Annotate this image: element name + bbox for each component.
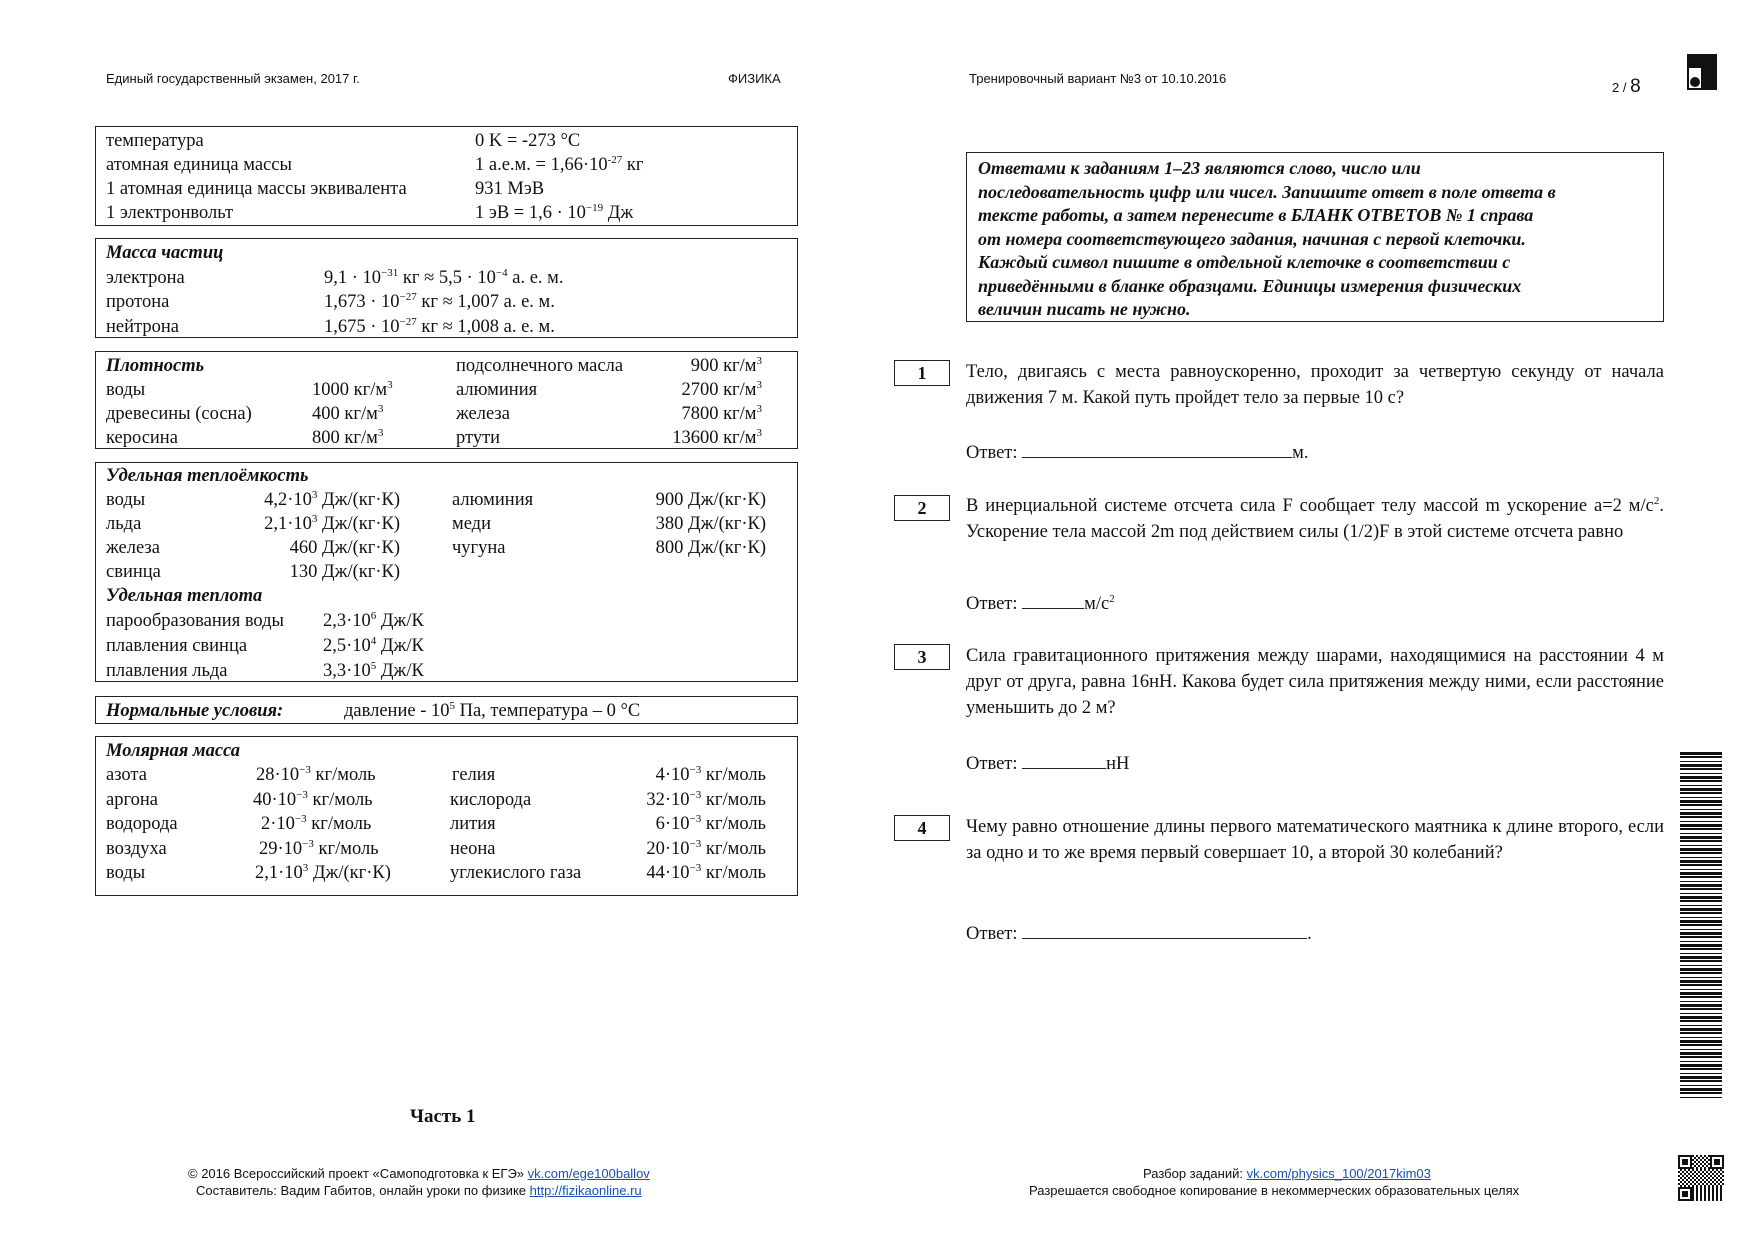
particle-mass: $1,673 \cdot 10^{-27}$ кг ≈ 1,007 а. е. м.: [324, 290, 555, 312]
const-value: 1 а.е.м. = $1,66\cdot 10^{-27}$ кг: [475, 153, 644, 175]
const-name: атомная единица массы: [106, 155, 292, 175]
barcode-icon: [1680, 752, 1722, 1100]
particle-name: нейтрона: [106, 317, 179, 337]
molar-name: воздуха: [106, 839, 167, 859]
molar-name: неона: [450, 839, 496, 859]
question-text-3: Сила гравитационного притяжения между шарами, находящимися на расстоянии 4 м друг от друга, равна 16нН. Какова будет сила притяжения между ними, если расстояние уменьшить до 2 м?: [966, 646, 1664, 718]
variant-info: Тренировочный вариант №3 от 10.10.2016: [969, 71, 1227, 86]
molar-name: водорода: [106, 814, 178, 834]
molar-name: воды: [106, 863, 146, 883]
exam-title: Единый государственный экзамен, 2017 г.: [106, 71, 360, 86]
section-title: Удельная теплота: [106, 586, 263, 606]
molar-value: $6\cdot 10^{-3}$ кг/моль: [655, 812, 766, 834]
const-value: 0 K = -273 °С: [475, 131, 581, 151]
density-value: 1000 $кг/м^3$: [312, 378, 393, 400]
molar-name: азота: [106, 765, 147, 785]
density-value: 400 $кг/м^3$: [312, 402, 384, 424]
density-value: 800 $кг/м^3$: [312, 426, 384, 448]
section-title: Молярная масса: [106, 741, 241, 761]
answer-field-1[interactable]: Ответ: м.: [966, 443, 1309, 463]
molar-name: гелия: [452, 765, 496, 785]
answer-field-3[interactable]: Ответ: нН: [966, 754, 1130, 774]
heat-name: алюминия: [452, 490, 534, 510]
const-value: 1 эВ = $1,6 \cdot 10^{-19}$ Дж: [475, 201, 634, 223]
question-number-3: 3: [894, 644, 950, 670]
question-number-2: 2: [894, 495, 950, 521]
particle-mass: $1,675 \cdot 10^{-27}$ кг ≈ 1,008 а. е. м.: [324, 315, 555, 337]
heat-name: плавления свинца: [106, 636, 248, 656]
heat-value: 900 Дж/(кг·К): [655, 490, 766, 510]
density-name: воды: [106, 380, 146, 400]
part-label: Часть 1: [410, 1106, 476, 1127]
heat-value: 130 Дж/(кг·К): [289, 562, 400, 582]
section-title: Масса частиц: [106, 243, 224, 263]
molar-value: $44\cdot 10^{-3}$ кг/моль: [646, 861, 766, 883]
heat-value: 460 Дж/(кг·К): [289, 538, 400, 558]
density-value: 13600 $кг/м^3$: [672, 426, 762, 448]
footer-license: Разрешается свободное копирование в некоммерческих образовательных целях: [1029, 1183, 1520, 1198]
density-name: ртути: [456, 428, 501, 448]
footer-copyright-link[interactable]: vk.com/ege100ballov: [527, 1166, 650, 1181]
heat-value: $2,3\cdot 10^6$ Дж/К: [323, 609, 424, 631]
question-number-4: 4: [894, 815, 950, 841]
heat-value: $2,5\cdot 10^4$ Дж/К: [323, 634, 424, 656]
heat-name: свинца: [106, 562, 161, 582]
section-title: Удельная теплоёмкость: [106, 466, 309, 486]
heat-name: меди: [452, 514, 491, 534]
heat-name: чугуна: [452, 538, 506, 558]
density-value: 7800 $кг/м^3$: [681, 402, 762, 424]
molar-value: $28\cdot 10^{-3}$ кг/моль: [256, 763, 376, 785]
question-text-2: В инерциальной системе отсчета сила F сообщает телу массой m ускорение a=2 $м/с^2$. Ускорение тела массой 2m под действием силы (1/2)F в этой системе отсчета равно: [966, 494, 1664, 542]
corner-marker-icon: [1687, 54, 1719, 90]
density-value: 2700 $кг/м^3$: [681, 378, 762, 400]
footer-author: Составитель: Вадим Габитов, онлайн уроки по физике http://fizikaonline.ru: [196, 1183, 642, 1198]
heat-name: железа: [106, 538, 160, 558]
answer-field-2[interactable]: Ответ: $м/с^2$: [966, 592, 1115, 614]
footer-copyright: © 2016 Всероссийский проект «Самоподготовка к ЕГЭ» vk.com/ege100ballov: [188, 1166, 650, 1181]
heat-value: 800 Дж/(кг·К): [655, 538, 766, 558]
molar-value: $4\cdot 10^{-3}$ кг/моль: [655, 763, 766, 785]
heat-name: воды: [106, 490, 146, 510]
const-name: температура: [106, 131, 204, 151]
particle-name: электрона: [106, 268, 185, 288]
question-number-1: 1: [894, 360, 950, 386]
molar-value: $2,1\cdot 10^3$ Дж/(кг·К): [255, 861, 391, 883]
footer-author-link[interactable]: http://fizikaonline.ru: [529, 1183, 642, 1198]
molar-value: $29\cdot 10^{-3}$ кг/моль: [259, 837, 379, 859]
density-name: керосина: [106, 428, 178, 448]
molar-name: аргона: [106, 790, 158, 810]
density-name: алюминия: [456, 380, 538, 400]
answer-field-4[interactable]: Ответ: .: [966, 924, 1312, 944]
density-name: подсолнечного масла: [456, 356, 624, 376]
heat-name: парообразования воды: [106, 611, 284, 631]
heat-value: $4,2\cdot 10^3$ Дж/(кг·К): [264, 488, 400, 510]
section-title: Плотность: [106, 356, 205, 376]
instructions-text: Ответами к заданиям 1–23 являются слово, число или последовательность цифр или чисел. Запишите ответ в поле ответа в тексте работы, а затем перенесите в БЛАНК ОТВЕТОВ № 1 справа от номера соответствующего задания, начиная с первой клеточки. Каждый символ пишите в отдельной клеточке в соответствии с приведёнными в бланке образцами. Единицы измерения физических величин писать не нужно.: [978, 158, 1556, 319]
page-number: 2 / 8: [1612, 76, 1641, 97]
heat-value: $2,1\cdot 10^3$ Дж/(кг·К): [264, 512, 400, 534]
section-title: Нормальные условия:: [106, 701, 284, 721]
density-value: 900 $кг/м^3$: [690, 354, 762, 376]
const-value: 931 МэВ: [475, 179, 545, 199]
molar-name: углекислого газа: [450, 863, 582, 883]
footer-analysis-link[interactable]: vk.com/physics_100/2017kim03: [1246, 1166, 1431, 1181]
qr-code-icon: [1678, 1155, 1724, 1201]
particle-mass: $9,1 \cdot 10^{-31}$ кг ≈ $5,5 \cdot 10^{-4}$ а. е. м.: [324, 266, 564, 288]
molar-name: лития: [450, 814, 496, 834]
molar-value: $20\cdot 10^{-3}$ кг/моль: [646, 837, 766, 859]
const-name: 1 электронвольт: [106, 203, 234, 223]
density-name: железа: [456, 404, 510, 424]
question-text-4: Чему равно отношение длины первого математического маятника к длине второго, если за одно и то же время первый совершает 10, а второй 30 колебаний?: [966, 817, 1664, 863]
molar-name: кислорода: [450, 790, 532, 810]
heat-name: плавления льда: [106, 661, 228, 681]
heat-name: льда: [106, 514, 142, 534]
molar-value: $40\cdot 10^{-3}$ кг/моль: [253, 788, 373, 810]
heat-value: 380 Дж/(кг·К): [655, 514, 766, 534]
normal-conditions-text: давление - $10^5$ Па, температура – 0 °С: [344, 699, 641, 721]
subject: ФИЗИКА: [728, 71, 781, 86]
density-name: древесины (сосна): [106, 404, 252, 424]
const-name: 1 атомная единица массы эквивалента: [106, 179, 407, 199]
particle-name: протона: [106, 292, 170, 312]
question-text-1: Тело, двигаясь с места равноускоренно, проходит за четвертую секунду от начала движения 7 м. Какой путь пройдет тело за первые 10 с?: [966, 362, 1664, 408]
footer-analysis: Разбор заданий: vk.com/physics_100/2017kim03: [1143, 1166, 1431, 1181]
heat-value: $3,3\cdot 10^5$ Дж/К: [323, 659, 424, 681]
molar-value: $32\cdot 10^{-3}$ кг/моль: [646, 788, 766, 810]
molar-value: $2\cdot 10^{-3}$ кг/моль: [261, 812, 372, 834]
